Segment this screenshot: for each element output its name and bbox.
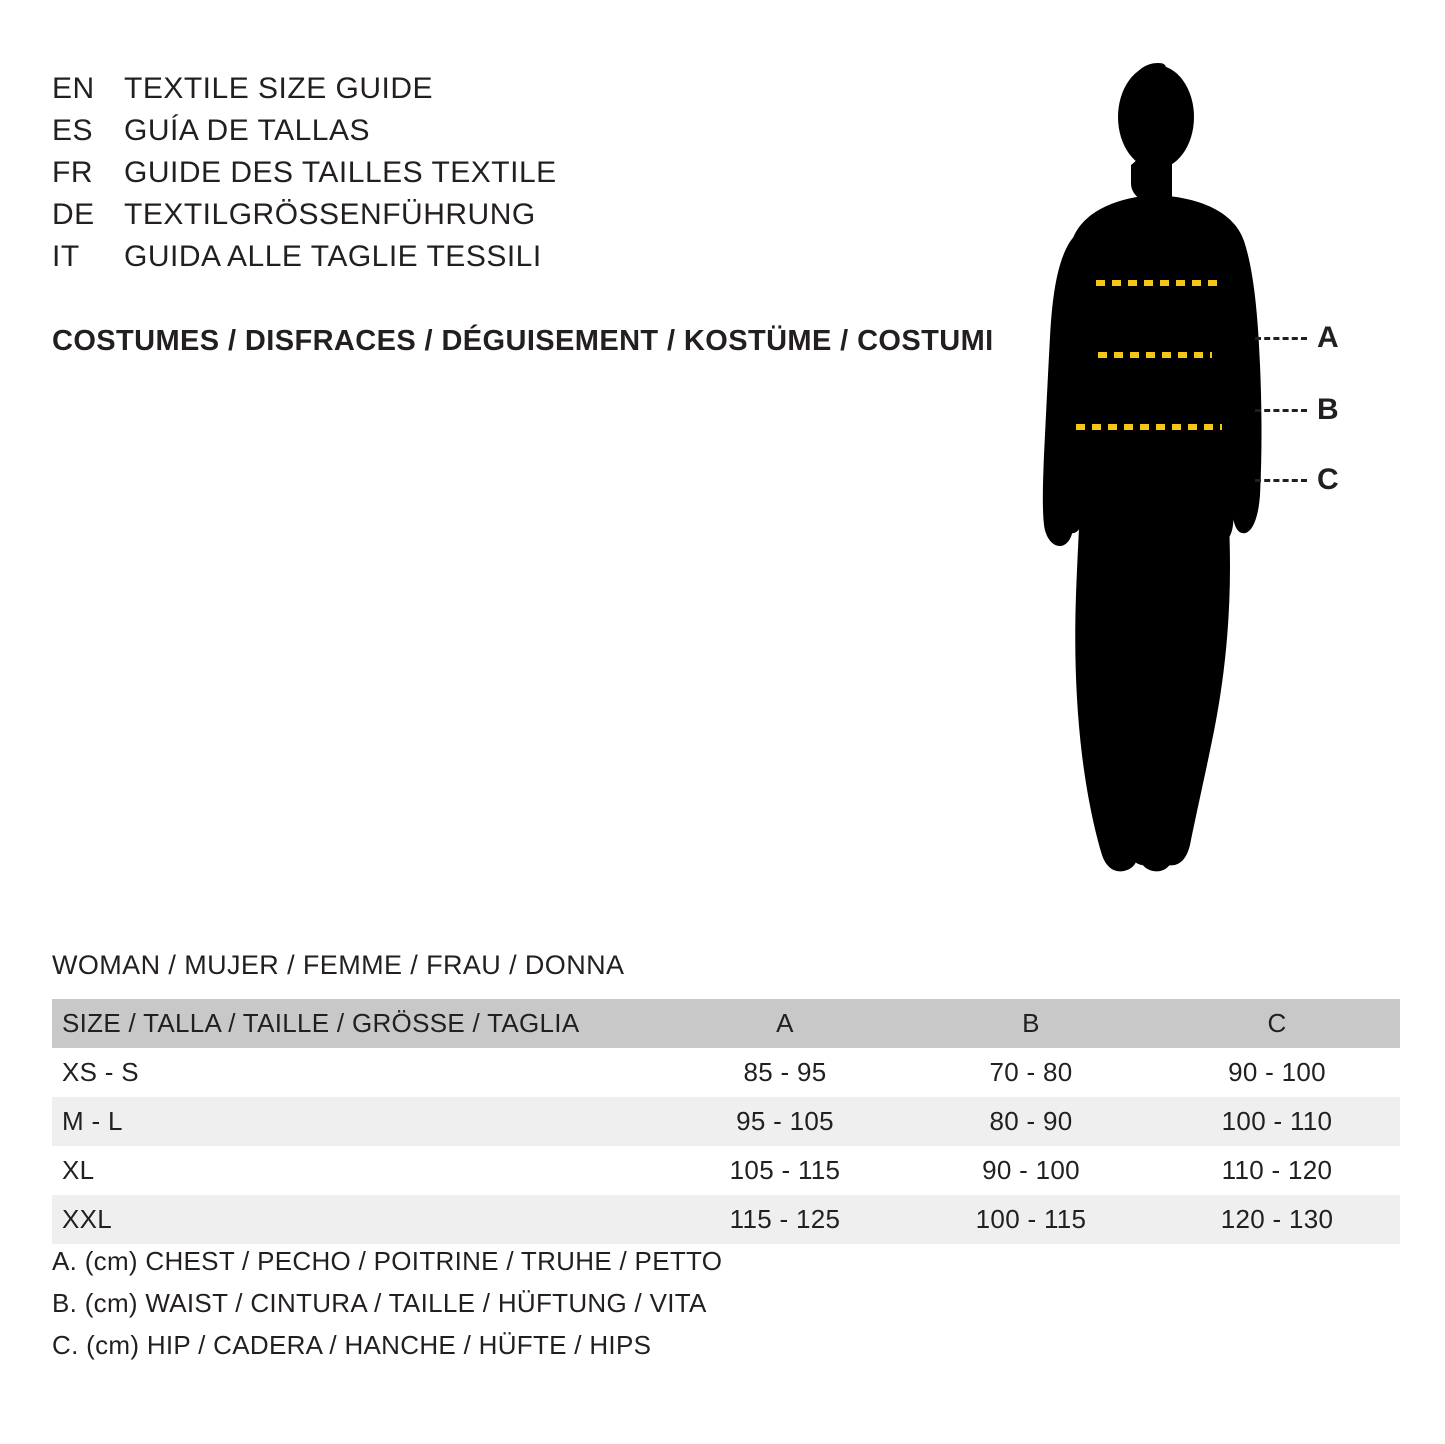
legend-line-c: C. (cm) HIP / CADERA / HANCHE / HÜFTE / HIPS: [52, 1330, 652, 1360]
marker-a-dash: [1255, 337, 1307, 340]
row-value-a: 85 - 95: [662, 1048, 908, 1097]
language-code-it: IT: [52, 240, 80, 273]
table-header-b: B: [908, 999, 1154, 1048]
marker-c-letter: C: [1317, 463, 1339, 496]
legend-line-a: A. (cm) CHEST / PECHO / POITRINE / TRUHE / PETTO: [52, 1246, 723, 1276]
row-value-c: 120 - 130: [1154, 1195, 1400, 1244]
marker-a-letter: A: [1317, 321, 1339, 354]
row-value-b: 100 - 115: [908, 1195, 1154, 1244]
marker-c-dash: [1255, 479, 1307, 482]
row-value-a: 115 - 125: [662, 1195, 908, 1244]
row-size-label: XL: [52, 1146, 662, 1195]
language-row-de: [52, 198, 952, 240]
legend-line-b: B. (cm) WAIST / CINTURA / TAILLE / HÜFTUNG / VITA: [52, 1288, 707, 1318]
language-code-fr: FR: [52, 156, 93, 189]
language-code-es: ES: [52, 114, 94, 147]
marker-b: [1255, 395, 1339, 425]
marker-b-dash: [1255, 409, 1307, 412]
language-row-fr: [52, 156, 952, 198]
language-code-de: DE: [52, 198, 95, 231]
size-table: [52, 999, 1400, 1244]
marker-b-letter: B: [1317, 393, 1339, 426]
category-title: COSTUMES / DISFRACES / DÉGUISEMENT / KOSTÜME / COSTUMI: [52, 325, 994, 357]
row-size-label: M - L: [52, 1097, 662, 1146]
table-row: [52, 1146, 1400, 1195]
row-value-b: 70 - 80: [908, 1048, 1154, 1097]
row-value-a: 95 - 105: [662, 1097, 908, 1146]
table-header-c: C: [1154, 999, 1400, 1048]
row-value-a: 105 - 115: [662, 1146, 908, 1195]
woman-silhouette-figure: [1010, 55, 1390, 885]
language-row-en: [52, 72, 952, 114]
language-text-it: GUIDA ALLE TAGLIE TESSILI: [124, 240, 542, 273]
language-text-es: GUÍA DE TALLAS: [124, 114, 370, 147]
language-list: [52, 72, 952, 282]
table-row: [52, 1097, 1400, 1146]
table-row: [52, 1195, 1400, 1244]
measurement-legend: [52, 1240, 1152, 1366]
marker-c: [1255, 465, 1339, 495]
row-value-b: 80 - 90: [908, 1097, 1154, 1146]
table-header-size: SIZE / TALLA / TAILLE / GRÖSSE / TAGLIA: [52, 999, 662, 1048]
table-header-a: A: [662, 999, 908, 1048]
row-value-c: 90 - 100: [1154, 1048, 1400, 1097]
table-header-row: [52, 999, 1400, 1048]
row-value-c: 110 - 120: [1154, 1146, 1400, 1195]
row-size-label: XS - S: [52, 1048, 662, 1097]
language-code-en: EN: [52, 72, 95, 105]
row-value-b: 90 - 100: [908, 1146, 1154, 1195]
language-text-de: TEXTILGRÖSSENFÜHRUNG: [124, 198, 536, 231]
row-size-label: XXL: [52, 1195, 662, 1244]
language-row-it: [52, 240, 952, 282]
table-caption: WOMAN / MUJER / FEMME / FRAU / DONNA: [52, 950, 625, 980]
language-text-en: TEXTILE SIZE GUIDE: [124, 72, 434, 105]
table-row: [52, 1048, 1400, 1097]
marker-a: [1255, 323, 1339, 353]
language-row-es: [52, 114, 952, 156]
size-table-section: [52, 950, 1392, 1244]
language-text-fr: GUIDE DES TAILLES TEXTILE: [124, 156, 557, 189]
row-value-c: 100 - 110: [1154, 1097, 1400, 1146]
